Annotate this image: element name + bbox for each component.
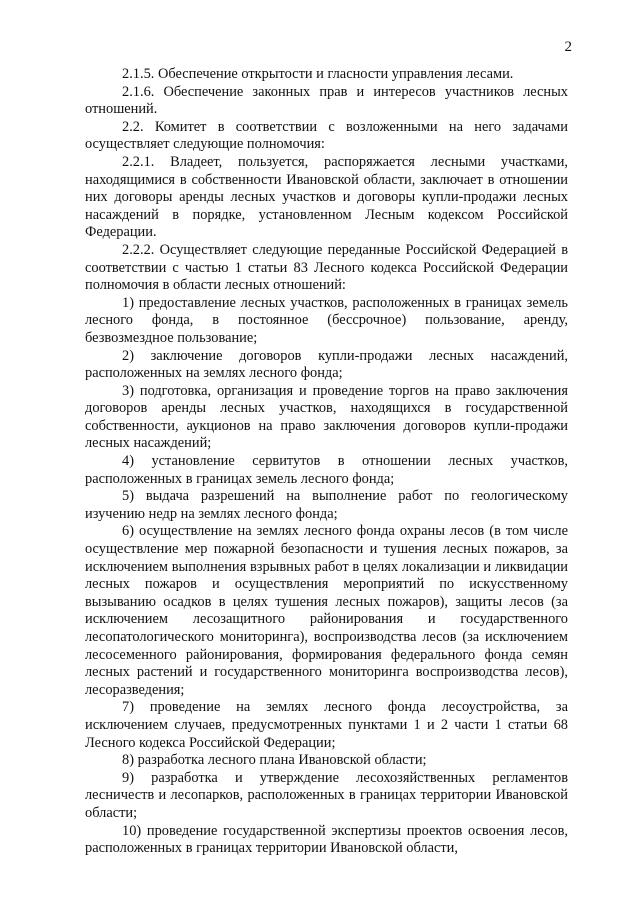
list-item-7: 7) проведение на землях лесного фонда лесоустройства, за исключением случаев, предусмотренных пунктами 1 и 2 части 1 статьи 68 Лесного кодекса Российской Федерации; — [85, 699, 568, 751]
list-item-6: 6) осуществление на землях лесного фонда охраны лесов (в том числе осуществление мер пожарной безопасности и тушения лесных пожаров, за исключением выполнения взрывных работ в целях локализации и ликвидации лесных пожаров и осуществления мероприятий по искусственному вызыванию осадков в целях тушения лесных пожаров), защиты лесов (за исключением лесозащитного районирования и государственного лесопатологического мониторинга), воспроизводства лесов (за исключением лесосеменного районирования, формирования федерального фонда семян лесных растений и государственного мониторинга воспроизводства лесов), лесоразведения; — [85, 523, 568, 698]
paragraph-2-2-2: 2.2.2. Осуществляет следующие переданные Российской Федерацией в соответствии с частью 1 статьи 83 Лесного кодекса Российской Федерации полномочия в области лесных отношений: — [85, 241, 568, 294]
list-item-8: 8) разработка лесного плана Ивановской области; — [122, 752, 427, 769]
list-item-5: 5) выдача разрешений на выполнение работ по геологическому изучению недр на землях лесного фонда; — [85, 488, 568, 522]
list-item-9: 9) разработка и утверждение лесохозяйственных регламентов лесничеств и лесопарков, расположенных в границах территории Ивановской области; — [85, 769, 568, 821]
list-item-3: 3) подготовка, организация и проведение торгов на право заключения договоров аренды лесных участков, находящихся в государственной собственности, аукционов на право заключения договоров купли-продажи лесных насаждений; — [85, 382, 568, 452]
list-item-4: 4) установление сервитутов в отношении лесных участков, расположенных в границах земель лесного фонда; — [85, 453, 568, 487]
paragraph-2-2: 2.2. Комитет в соответствии с возложенными на него задачами осуществляет следующие полномочия: — [85, 118, 568, 153]
paragraph-2-2-1: 2.2.1. Владеет, пользуется, распоряжается лесными участками, находящимися в собственности Ивановской области, заключает в отношении них договоры аренды лесных участков и договоры купли-продажи лесных насаждений в порядке, установленном Лесным кодексом Российской Федерации. — [85, 153, 568, 241]
list-item-10: 10) проведение государственной экспертизы проектов освоения лесов, расположенных в границах территории Ивановской области, — [85, 822, 568, 857]
list-item-1: 1) предоставление лесных участков, расположенных в границах земель лесного фонда, в постоянное (бессрочное) пользование, аренду, безвозмездное пользование; — [85, 294, 568, 346]
list-item-2: 2) заключение договоров купли-продажи лесных насаждений, расположенных на землях лесного фонда; — [85, 347, 568, 382]
document-body — [85, 66, 568, 858]
page-number: 2 — [564, 39, 572, 55]
paragraph-2-1-5: 2.1.5. Обеспечение открытости и гласности управления лесами. — [122, 66, 514, 82]
paragraph-2-1-6: 2.1.6. Обеспечение законных прав и интересов участников лесных отношений. — [85, 83, 568, 118]
